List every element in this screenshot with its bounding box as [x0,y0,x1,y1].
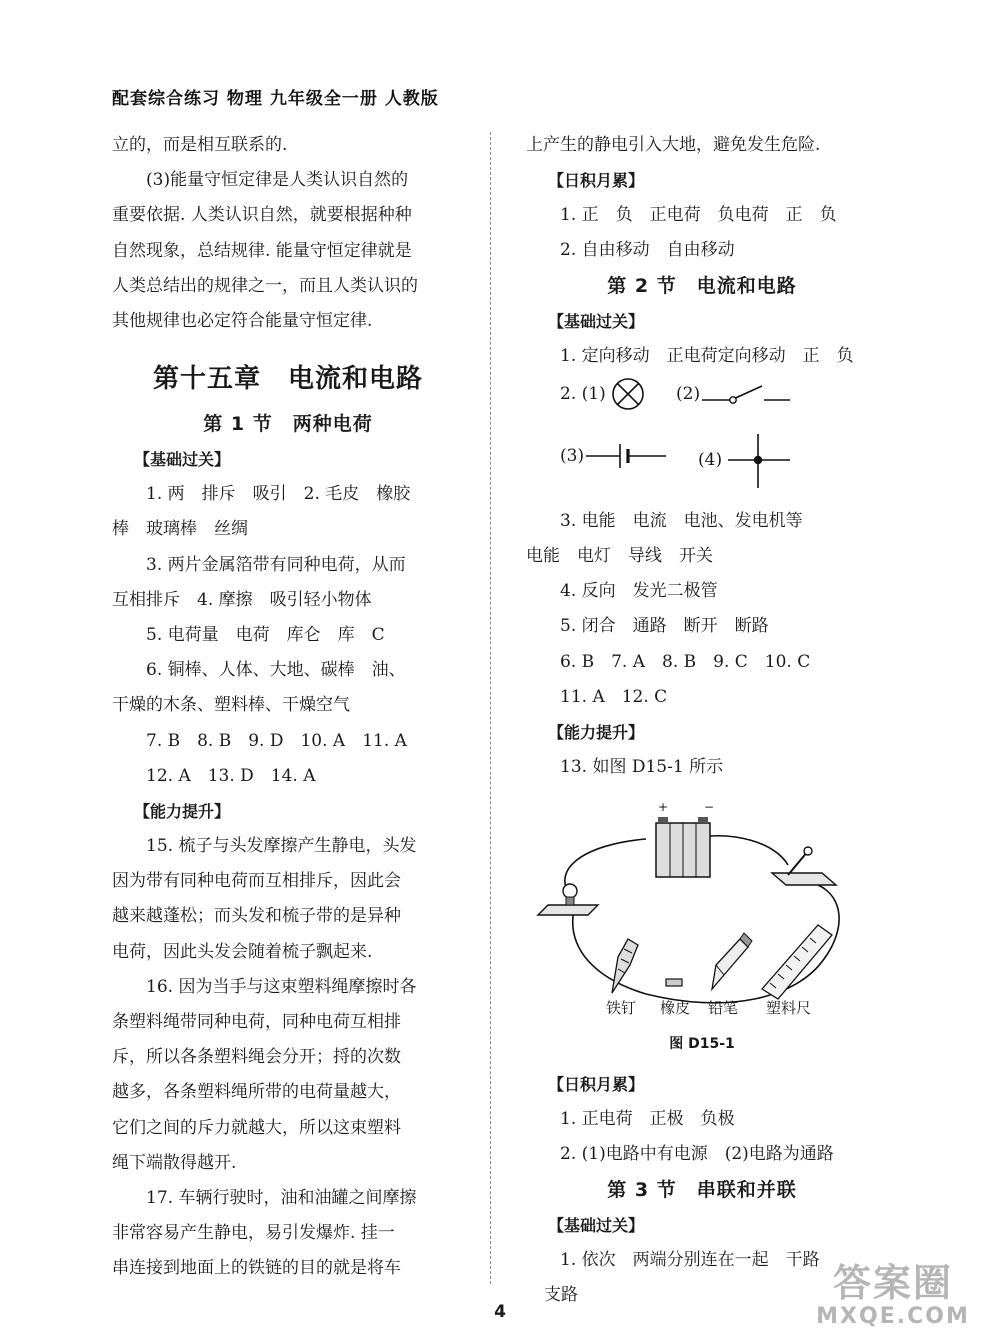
answer-line: 2. (1)电路中有电源 (2)电路为通路 [560,1144,834,1165]
answer-line: 3. 两片金属箔带有同种电荷，从而 [146,554,406,575]
text-line: 自然现象，总结规律. 能量守恒定律就是 [112,240,412,261]
circuit-figure [526,789,878,1029]
battery-icon [656,800,714,877]
answer-line: 绳下端散得越开. [112,1152,237,1173]
answer-line: 支路 [544,1284,578,1305]
answer-line: 5. 电荷量 电荷 库仑 库 C [146,625,385,646]
svg-text:+: + [658,800,669,815]
ability-heading: 【能力提升】 [134,802,231,822]
figure-label-eraser: 橡皮 [660,999,691,1018]
answer-line: 12. A 13. D 14. A [146,765,316,786]
answer-line: 1. 定向移动 正电荷定向移动 正 负 [560,345,854,366]
answer-line: 17. 车辆行驶时，油和油罐之间摩擦 [146,1188,417,1209]
answer-line: 电能 电灯 导线 开关 [526,546,713,567]
switch-symbol [676,374,792,414]
section-title: 第 2 节 电流和电路 [607,274,797,297]
answer-line: 13. 如图 D15-1 所示 [560,757,724,778]
answer-line: 7. B 8. B 9. D 10. A 11. A [146,730,407,751]
text-line: 立的，而是相互联系的. [112,135,288,155]
section-title: 第 3 节 串联和并联 [607,1178,797,1201]
chapter-title: 第十五章 电流和电路 [152,364,423,395]
figure-caption: 图 D15-1 [669,1036,735,1053]
symbol-label: (3) [560,445,585,466]
daily-heading: 【日积月累】 [548,1075,645,1095]
lamp-icon [606,374,650,414]
watermark-logo [808,1261,978,1329]
answer-line: 棒 玻璃棒 丝绸 [112,519,248,540]
switch-icon [700,374,792,414]
page-header: 配套综合练习 物理 九年级全一册 人教版 [112,89,439,109]
answer-line: 6. B 7. A 8. B 9. C 10. C [560,651,811,672]
symbol-label: (2) [676,383,701,404]
figure-label-nail: 铁钉 [606,999,637,1018]
answer-line: 1. 正 负 正电荷 负电荷 正 负 [560,205,837,226]
answer-line: 斥，所以各条塑料绳会分开；捋的次数 [112,1047,401,1068]
answer-line: 它们之间的斥力就越大，所以这束塑料 [112,1117,401,1138]
answer-line: 电荷，因此头发会随着梳子飘起来. [112,941,373,962]
answer-line: 1. 依次 两端分别连在一起 干路 [560,1249,820,1270]
answer-line: 条塑料绳带同种电荷，同种电荷互相排 [112,1012,401,1033]
answer-line: 越多，各条塑料绳所带的电荷量越大， [112,1082,401,1103]
basic-heading: 【基础过关】 [548,1215,645,1235]
answer-line: 3. 电能 电流 电池、发电机等 [560,510,803,531]
answer-line: 6. 铜棒、人体、大地、碳棒 油、 [146,660,406,681]
figure-label-ruler: 塑料尺 [766,999,812,1018]
watermark-url: MXQE.COM [816,1304,970,1329]
figure-label-pencil: 铅笔 [708,999,739,1018]
text-line: 上产生的静电引入大地，避免发生危险. [526,135,821,155]
iron-nail-icon [612,939,638,993]
answer-line: 串连接到地面上的铁链的目的就是将车 [112,1258,401,1279]
answer-line: 2. 自由移动 自由移动 [560,240,735,261]
pencil-icon [712,933,752,989]
answer-line: 11. A 12. C [560,686,668,707]
daily-heading: 【日积月累】 [548,171,645,191]
junction-symbol [698,430,794,490]
answer-line: 5. 闭合 通路 断开 断路 [560,616,769,637]
left-column [112,128,464,1287]
right-column [526,128,878,1313]
bulb-icon [538,884,598,915]
answer-line: 互相排斥 4. 摩擦 吸引轻小物体 [112,589,372,610]
answer-line: 15. 梳子与头发摩擦产生静电，头发 [146,836,417,857]
symbol-label: 2. (1) [560,383,606,404]
text-line: 其他规律也必定符合能量守恒定律. [112,311,373,332]
battery-icon [584,436,668,476]
symbol-label: (4) [698,449,723,470]
page-number: 4 [494,1302,506,1322]
junction-icon [722,430,794,490]
eraser-icon [666,979,682,986]
answer-line: 1. 正电荷 正极 负极 [560,1109,735,1130]
answer-line: 4. 反向 发光二极管 [560,581,718,602]
text-line: (3)能量守恒定律是人类认识自然的 [146,170,409,191]
answer-line: 16. 因为当手与这束塑料绳摩擦时各 [146,976,417,997]
text-line: 人类总结出的规律之一，而且人类认识的 [112,275,418,296]
lamp-symbol [560,374,650,414]
answer-line: 因为带有同种电荷而互相排斥，因此会 [112,871,401,892]
section-title: 第 1 节 两种电荷 [203,413,373,436]
answer-line: 干燥的木条、塑料棒、干燥空气 [112,695,350,716]
basic-heading: 【基础过关】 [134,450,231,470]
ability-heading: 【能力提升】 [548,723,645,743]
svg-text:−: − [704,800,715,815]
column-divider [490,132,491,1284]
basic-heading: 【基础过关】 [548,311,645,331]
circuit-symbols [526,374,878,504]
watermark-text: 答案圈 [832,1261,953,1305]
battery-symbol [560,436,668,476]
answer-line: 越来越蓬松；而头发和梳子带的是异种 [112,906,401,927]
answer-line: 非常容易产生静电，易引发爆炸. 挂一 [112,1223,395,1244]
answer-line: 1. 两 排斥 吸引 2. 毛皮 橡胶 [146,484,411,505]
text-line: 重要依据. 人类认识自然，就要根据种种 [112,205,412,226]
switch-icon [772,847,836,885]
circuit-drawing [526,789,878,1029]
